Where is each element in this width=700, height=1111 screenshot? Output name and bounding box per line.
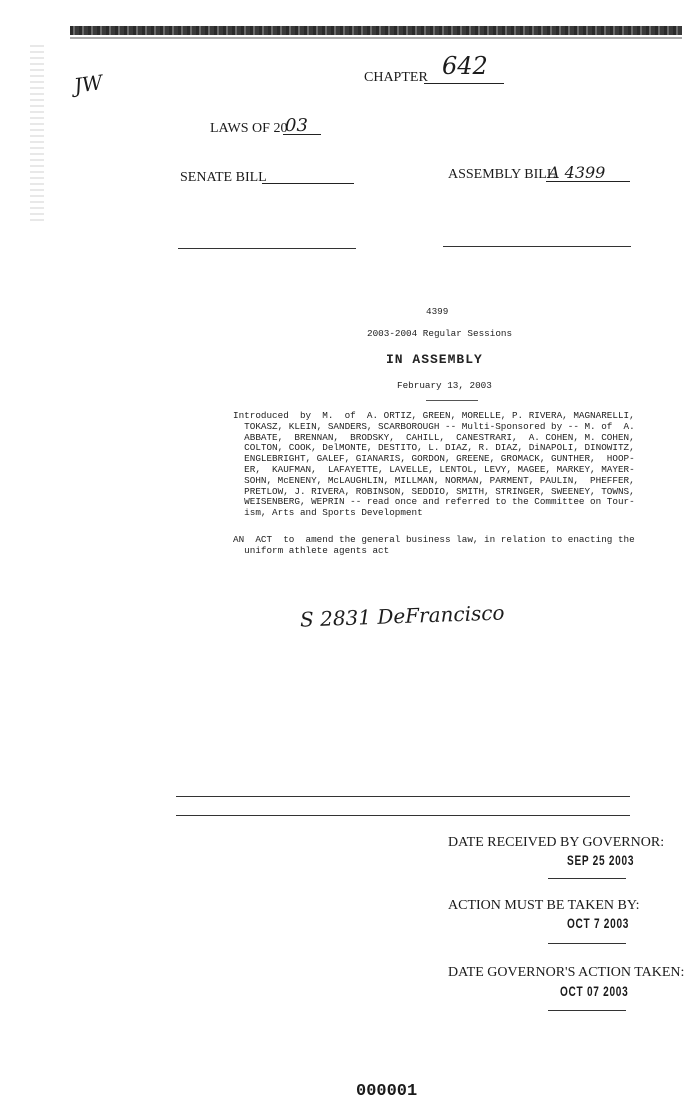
date-received-label: DATE RECEIVED BY GOVERNOR:	[448, 835, 665, 850]
action-taken-line	[548, 1010, 626, 1011]
introduced-line: COLTON, COOK, DelMONTE, DESTITO, L. DIAZ, R. DIAZ, DiNAPOLI, DINOWITZ,	[233, 442, 635, 454]
introduced-line: PRETLOW, J. RIVERA, ROBINSON, SEDDIO, SMITH, STRINGER, SWEENEY, TOWNS,	[233, 485, 635, 497]
action-by-line	[548, 943, 626, 944]
act-line: uniform athlete agents act	[233, 544, 390, 556]
date-rule	[426, 400, 478, 401]
date-received-line	[548, 878, 626, 879]
senate-bill-label: SENATE BILL	[180, 170, 267, 185]
introduced-paragraph	[233, 411, 635, 519]
introduced-line: TOKASZ, KLEIN, SANDERS, SCARBOROUGH -- Multi-Sponsored by -- M. of A.	[233, 420, 635, 432]
introduced-line: SOHN, McENENY, McLAUGHLIN, MILLMAN, NORMAN, PARMENT, PAULIN, PHEFFER,	[233, 474, 635, 486]
rule-upper	[176, 796, 630, 797]
assembly-signature-line	[443, 246, 631, 247]
handwritten-initials: JW	[72, 70, 105, 98]
handwritten-senate-bill-note: S 2831 DeFrancisco	[299, 600, 505, 632]
introduced-line: WEISENBERG, WEPRIN -- read once and referred to the Committee on Tour-	[233, 496, 635, 508]
bill-session: 2003-2004 Regular Sessions	[367, 328, 513, 339]
chapter-label: CHAPTER	[364, 70, 428, 85]
introduced-line: ER, KAUFMAN, LAFAYETTE, LAVELLE, LENTOL, LEVY, MAGEE, MARKEY, MAYER-	[233, 463, 635, 475]
rule-lower	[176, 815, 630, 816]
assembly-bill-number: A 4399	[548, 163, 606, 182]
bill-house: IN ASSEMBLY	[386, 352, 483, 367]
bill-date: February 13, 2003	[397, 380, 492, 391]
introduced-line: ENGLEBRIGHT, GALEF, GIANARIS, GORDON, GREENE, GROMACK, GUNTHER, HOOP-	[233, 453, 635, 465]
action-by-label: ACTION MUST BE TAKEN BY:	[448, 898, 640, 913]
act-paragraph	[233, 535, 635, 557]
laws-of-label: LAWS OF 20	[210, 121, 288, 136]
action-taken-stamp: OCT 07 2003	[560, 983, 629, 999]
introduced-line: Introduced by M. of A. ORTIZ, GREEN, MORELLE, P. RIVERA, MAGNARELLI,	[233, 410, 635, 421]
introduced-line: ABBATE, BRENNAN, BRODSKY, CAHILL, CANESTRARI, A. COHEN, M. COHEN,	[233, 431, 635, 443]
assembly-bill-label: ASSEMBLY BILL	[448, 167, 556, 182]
bill-number: 4399	[426, 306, 449, 317]
scan-left-margin-noise	[30, 45, 44, 225]
scan-top-border	[70, 26, 682, 35]
senate-bill-line	[262, 183, 354, 184]
act-line: AN ACT to amend the general business law, in relation to enacting the	[233, 534, 635, 545]
chapter-number: 642	[442, 52, 488, 80]
scan-top-border-line	[70, 37, 682, 39]
action-by-stamp: OCT 7 2003	[567, 915, 630, 931]
chapter-line	[424, 83, 504, 84]
laws-year: 03	[285, 115, 308, 136]
senate-signature-line	[178, 248, 356, 249]
page-number: 000001	[356, 1082, 418, 1101]
action-taken-label: DATE GOVERNOR'S ACTION TAKEN:	[448, 965, 685, 980]
introduced-line: ism, Arts and Sports Development	[233, 507, 423, 519]
date-received-stamp: SEP 25 2003	[567, 852, 635, 868]
